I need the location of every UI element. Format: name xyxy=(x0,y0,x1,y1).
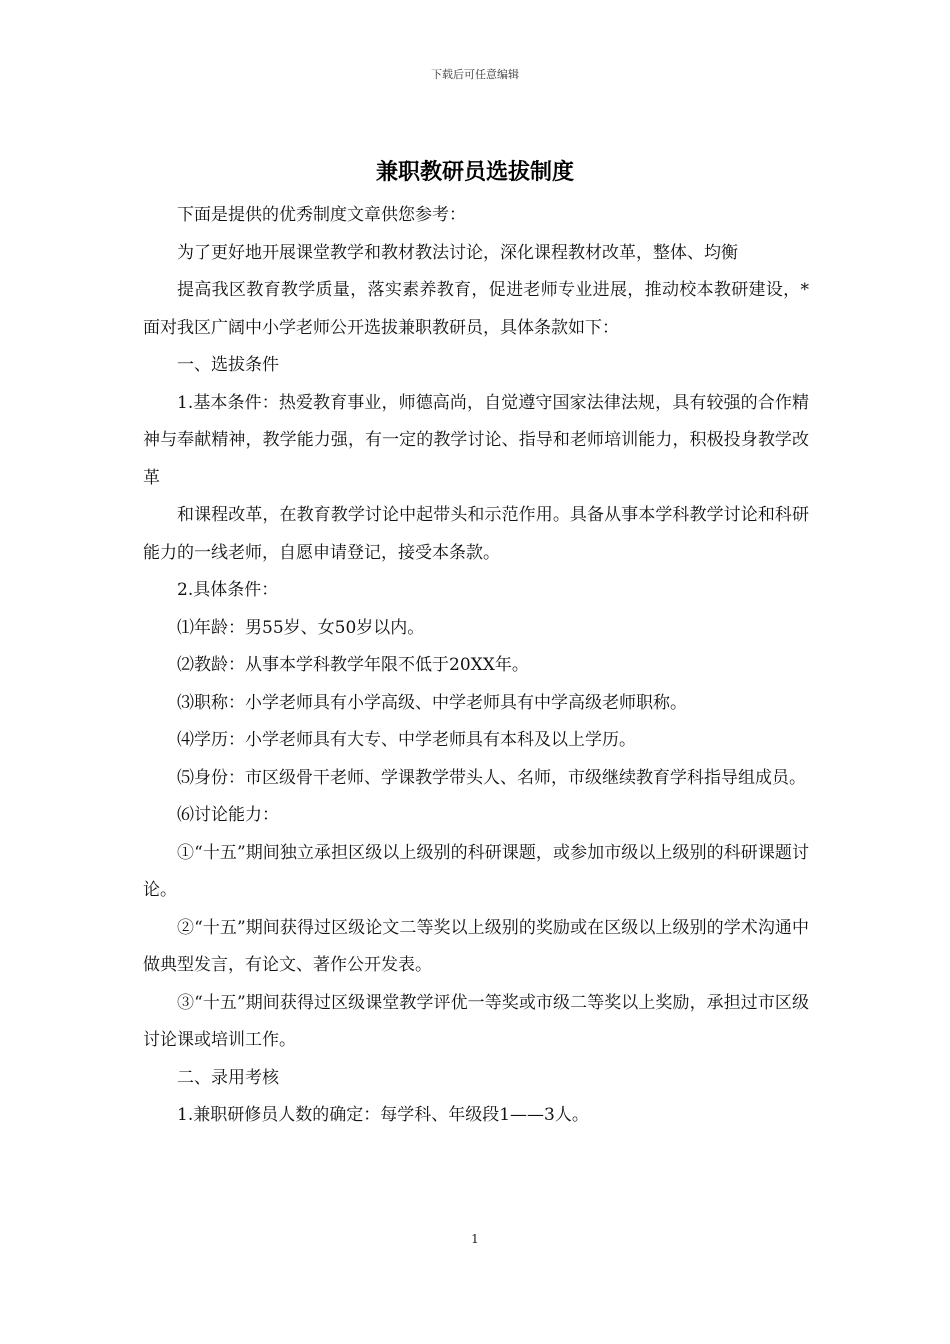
list-item-research-1: ①“十五”期间独立承担区级以上级别的科研课题，或参加市级以上级别的科研课题讨论。 xyxy=(143,842,809,900)
page-number: 1 xyxy=(471,1232,479,1246)
paragraph-purpose: 为了更好地开展课堂教学和教材教法讨论，深化课程教材改革，整体、均衡 xyxy=(177,242,738,263)
list-item-research-ability: ⑹讨论能力： xyxy=(177,805,279,825)
list-item-research-2: ②“十五”期间获得过区级论文二等奖以上级别的奖励或在区级以上级别的学术沟通中做典型发言，有论文、著作公开发表。 xyxy=(143,917,809,975)
list-item-identity: ⑸身份：市区级骨干老师、学课教学带头人、名师，市级继续教育学科指导组成员。 xyxy=(177,767,806,788)
paragraph-headcount: 1.兼职研修员人数的确定：每学科、年级段1——3人。 xyxy=(177,1105,589,1125)
paragraph-intro: 下面是提供的优秀制度文章供您参考： xyxy=(177,205,466,225)
list-item-education: ⑷学历：小学老师具有大专、中学老师具有本科及以上学历。 xyxy=(177,730,636,750)
paragraph-basic-conditions: 1.基本条件：热爱教育事业，师德高尚，自觉遵守国家法律法规，具有较强的合作精神与奉献精神，教学能力强，有一定的教学讨论、指导和老师培训能力，积极投身教学改革 xyxy=(143,392,809,488)
list-item-teaching-years: ⑵教龄：从事本学科教学年限不低于20XX年。 xyxy=(177,655,529,675)
document-body xyxy=(143,197,809,1135)
page-header-note: 下载后可任意编辑 xyxy=(431,68,519,81)
list-item-research-3: ③“十五”期间获得过区级课堂教学评优一等奖或市级二等奖以上奖励，承担过市区级讨论课或培训工作。 xyxy=(143,992,809,1050)
document-title: 兼职教研员选拔制度 xyxy=(375,160,574,185)
list-item-title: ⑶职称：小学老师具有小学高级、中学老师具有中学高级老师职称。 xyxy=(177,692,687,713)
paragraph-basic-conditions-cont: 和课程改革，在教育教学讨论中起带头和示范作用。具备从事本学科教学讨论和科研能力的一线老师，自愿申请登记，接受本条款。 xyxy=(143,505,809,563)
paragraph-specific-conditions: 2.具体条件： xyxy=(177,580,279,600)
list-item-age: ⑴年龄：男55岁、女50岁以内。 xyxy=(177,617,425,638)
paragraph-purpose-cont: 提高我区教育教学质量，落实素养教育，促进老师专业进展，推动校本教研建设，*面对我区广阔中小学老师公开选拔兼职教研员，具体条款如下： xyxy=(143,280,809,338)
section-heading-recruitment: 二、录用考核 xyxy=(177,1067,279,1088)
section-heading-selection: 一、选拔条件 xyxy=(177,355,279,375)
